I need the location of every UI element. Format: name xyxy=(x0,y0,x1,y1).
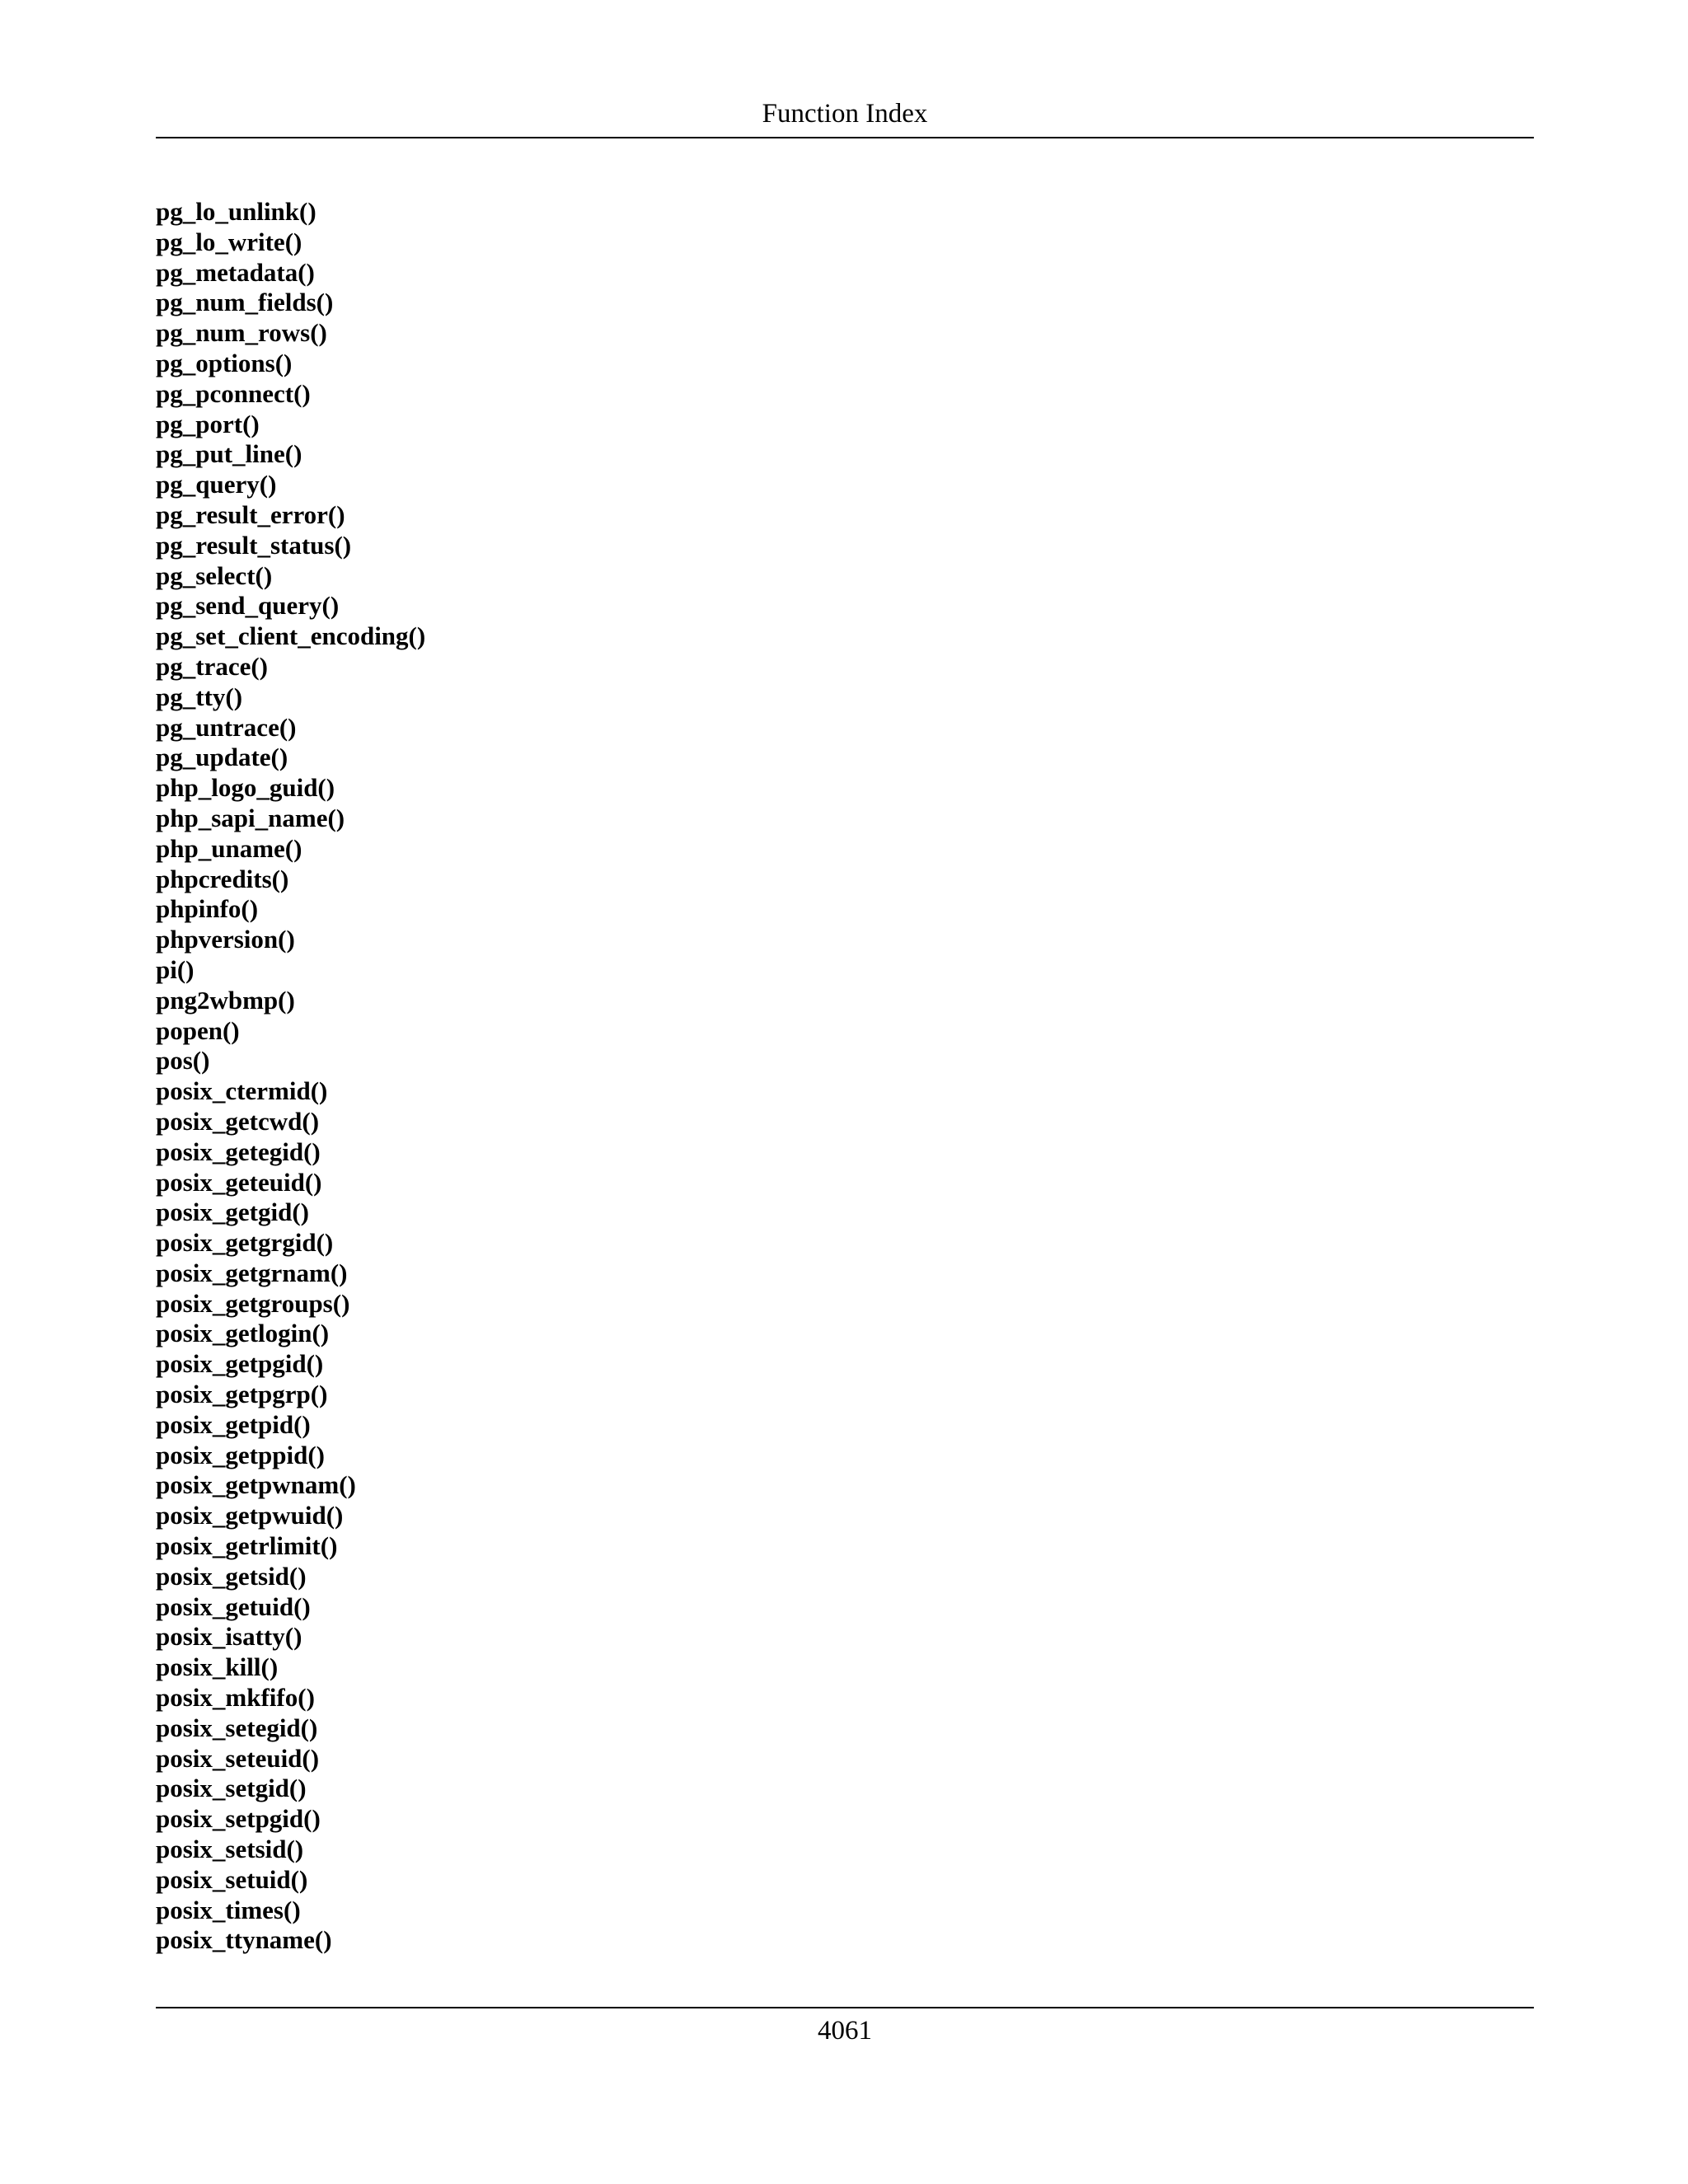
function-entry: posix_setuid() xyxy=(156,1864,308,1894)
function-entry: pos() xyxy=(156,1046,210,1076)
function-entry: posix_getegid() xyxy=(156,1137,321,1166)
function-entry: pg_result_status() xyxy=(156,530,352,560)
function-entry: php_logo_guid() xyxy=(156,773,335,803)
function-entry: phpinfo() xyxy=(156,894,259,924)
function-entry: pg_pconnect() xyxy=(156,378,311,408)
function-entry: pg_untrace() xyxy=(156,712,297,742)
function-entry: pg_select() xyxy=(156,560,273,590)
page-header-title: Function Index xyxy=(762,99,928,129)
function-entry: posix_getuid() xyxy=(156,1591,311,1621)
function-entry: pg_set_client_encoding() xyxy=(156,621,426,651)
function-entry: png2wbmp() xyxy=(156,985,295,1015)
function-entry: posix_getpgid() xyxy=(156,1349,324,1379)
footer-divider xyxy=(156,2007,1534,2008)
function-entry: pg_num_fields() xyxy=(156,288,334,317)
function-entry: pg_update() xyxy=(156,743,288,772)
function-entry: posix_getpwnam() xyxy=(156,1470,356,1500)
function-entry: posix_seteuid() xyxy=(156,1743,320,1773)
function-entry: posix_getgroups() xyxy=(156,1288,350,1318)
function-entry: pg_trace() xyxy=(156,651,268,681)
function-entry: posix_getppid() xyxy=(156,1440,325,1469)
function-entry: posix_getgrnam() xyxy=(156,1258,348,1287)
function-entry: pg_send_query() xyxy=(156,591,340,621)
function-entry: pg_metadata() xyxy=(156,257,315,287)
function-entry: pg_result_error() xyxy=(156,499,345,529)
function-entry: posix_getpid() xyxy=(156,1409,311,1439)
function-entry: posix_setegid() xyxy=(156,1713,318,1742)
function-entry: posix_getsid() xyxy=(156,1561,307,1591)
function-entry: phpversion() xyxy=(156,925,295,954)
function-entry: posix_setsid() xyxy=(156,1835,304,1864)
function-entry: posix_kill() xyxy=(156,1652,279,1682)
function-entry: pi() xyxy=(156,954,195,984)
function-entry: posix_setgid() xyxy=(156,1774,307,1803)
function-entry: posix_setpgid() xyxy=(156,1804,321,1834)
function-entry: pg_query() xyxy=(156,470,277,499)
function-entry: pg_options() xyxy=(156,348,293,377)
function-entry: pg_lo_write() xyxy=(156,227,302,256)
function-entry: posix_getrlimit() xyxy=(156,1531,338,1561)
function-entry: posix_ctermid() xyxy=(156,1076,328,1106)
function-entry: posix_isatty() xyxy=(156,1622,302,1652)
function-entry: pg_port() xyxy=(156,409,260,438)
function-entry: posix_getgid() xyxy=(156,1197,309,1227)
function-entry: posix_getpwuid() xyxy=(156,1501,344,1530)
function-entry: posix_geteuid() xyxy=(156,1167,322,1197)
function-entry: popen() xyxy=(156,1015,240,1045)
header-divider xyxy=(156,137,1534,138)
function-entry: posix_getlogin() xyxy=(156,1319,330,1348)
function-entry: posix_times() xyxy=(156,1895,301,1924)
function-entry: pg_put_line() xyxy=(156,439,302,469)
page-number: 4061 xyxy=(818,2016,872,2046)
function-entry: pg_lo_unlink() xyxy=(156,197,316,226)
function-index-list xyxy=(156,197,425,1956)
function-entry: posix_ttyname() xyxy=(156,1925,332,1955)
function-entry: pg_num_rows() xyxy=(156,318,327,348)
function-entry: phpcredits() xyxy=(156,864,289,893)
function-entry: php_sapi_name() xyxy=(156,803,345,832)
function-entry: posix_mkfifo() xyxy=(156,1683,315,1713)
function-entry: posix_getpgrp() xyxy=(156,1380,328,1409)
function-entry: posix_getgrgid() xyxy=(156,1228,334,1258)
function-entry: pg_tty() xyxy=(156,682,243,711)
function-entry: php_uname() xyxy=(156,833,302,863)
function-entry: posix_getcwd() xyxy=(156,1106,320,1136)
